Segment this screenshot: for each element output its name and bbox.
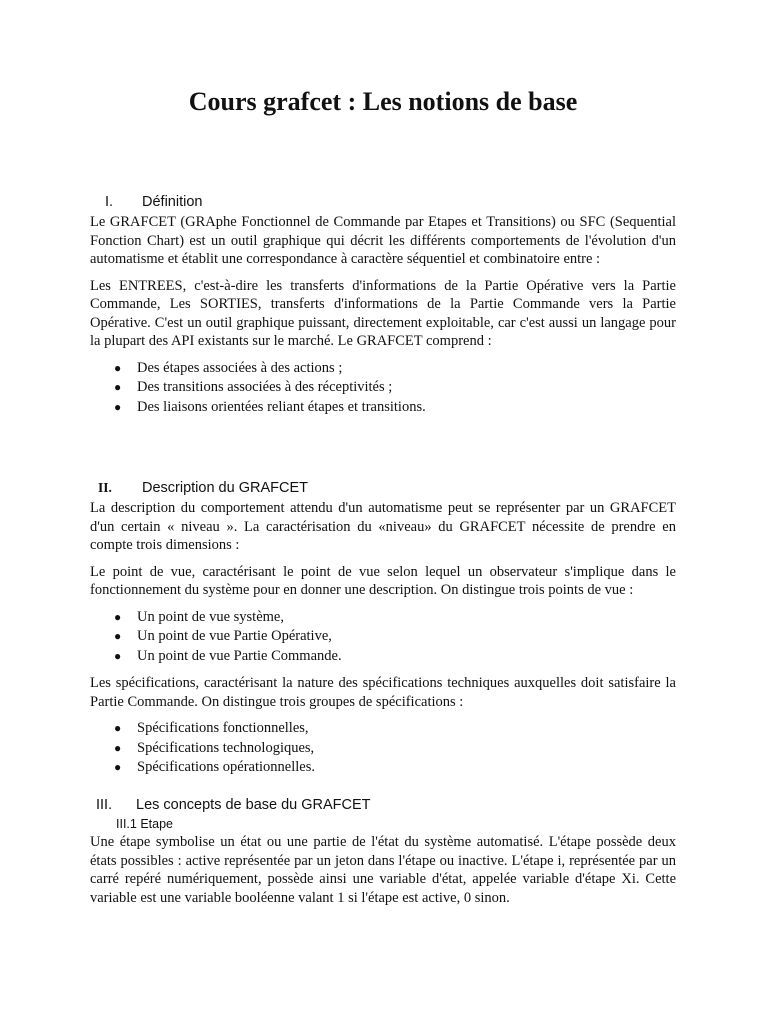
paragraph: Les spécifications, caractérisant la nature des spécifications techniques auxquelles doit satisfaire la Partie Commande. On distingue trois groupes de spécifications : xyxy=(90,675,676,710)
bullet-list xyxy=(90,719,676,778)
bullet-icon: ● xyxy=(114,629,122,643)
section-heading xyxy=(90,478,676,498)
list-item: ● Des étapes associées à des actions ; xyxy=(90,359,676,379)
paragraph: Les ENTREES, c'est-à-dire les transferts d'informations de la Partie Opérative vers la Partie Commande, Les SORTIES, transferts d'informations de la Partie Commande vers la Partie Opérative. C'est un outil graphique puissant, directement exploitable, car c'est aussi un langage pour la plupart des API existants sur le marché. Le GRAFCET comprend : xyxy=(90,277,676,349)
section-number: II. xyxy=(98,480,112,495)
section-description xyxy=(90,478,676,786)
section-title: Définition xyxy=(142,194,203,210)
list-item: ● Des liaisons orientées reliant étapes et transitions. xyxy=(90,398,676,418)
bullet-icon: ● xyxy=(114,609,122,624)
subsection-title: III.1 Etape xyxy=(116,817,173,831)
section-definition xyxy=(90,192,676,425)
paragraph: Le GRAFCET (GRAphe Fonctionnel de Commande par Etapes et Transitions) ou SFC (Sequential Fonction Chart) est un outil graphique qui décrit les différents comportements de l'évolution d'un automatisme et établit une correspondance à caractère séquentiel et combinatoire entre : xyxy=(90,214,676,267)
bullet-icon: ● xyxy=(114,380,122,394)
list-item: ● Spécifications opérationnelles. xyxy=(90,758,676,778)
bullet-icon: ● xyxy=(114,648,122,663)
section-heading xyxy=(90,795,676,815)
list-item: ● Un point de vue système, xyxy=(90,608,676,628)
list-item: ● Un point de vue Partie Commande. xyxy=(90,647,676,667)
section-heading xyxy=(90,192,676,212)
section-number: III. xyxy=(96,797,113,813)
bullet-icon: ● xyxy=(114,399,122,414)
list-item: ● Spécifications technologiques, xyxy=(90,739,676,759)
list-item: ● Des transitions associées à des réceptivités ; xyxy=(90,378,676,398)
section-concepts xyxy=(90,795,676,915)
paragraph: Le point de vue, caractérisant le point de vue selon lequel un observateur s'implique dans le fonctionnement du système pour en donner une description. On distingue trois points de vue : xyxy=(90,563,676,598)
page-title: Cours grafcet : Les notions de base xyxy=(188,87,578,116)
bullet-list xyxy=(90,608,676,667)
list-item: ● Un point de vue Partie Opérative, xyxy=(90,627,676,647)
bullet-icon: ● xyxy=(114,760,122,774)
bullet-icon: ● xyxy=(114,360,122,375)
bullet-list xyxy=(90,359,676,418)
paragraph: Une étape symbolise un état ou une partie de l'état du système automatisé. L'étape possède deux états possibles : active représentée par un jeton dans l'étape ou inactive. L'étape i, représentée par un carré repéré numériquement, possède ainsi une variable d'état, appelée variable d'étape Xi. Cette variable est une variable booléenne valant 1 si l'étape est active, 0 sinon. xyxy=(90,834,676,906)
list-item: ● Spécifications fonctionnelles, xyxy=(90,719,676,739)
paragraph: La description du comportement attendu d'un automatisme peut se représenter par un GRAFCET d'un certain « niveau ». La caractérisation du «niveau» du GRAFCET nécessite de prendre en compte trois dimensions : xyxy=(90,500,676,553)
section-number: I. xyxy=(105,194,114,210)
bullet-icon: ● xyxy=(114,721,122,735)
bullet-icon: ● xyxy=(114,740,122,755)
section-title: Les concepts de base du GRAFCET xyxy=(136,797,371,813)
section-title: Description du GRAFCET xyxy=(142,480,308,496)
